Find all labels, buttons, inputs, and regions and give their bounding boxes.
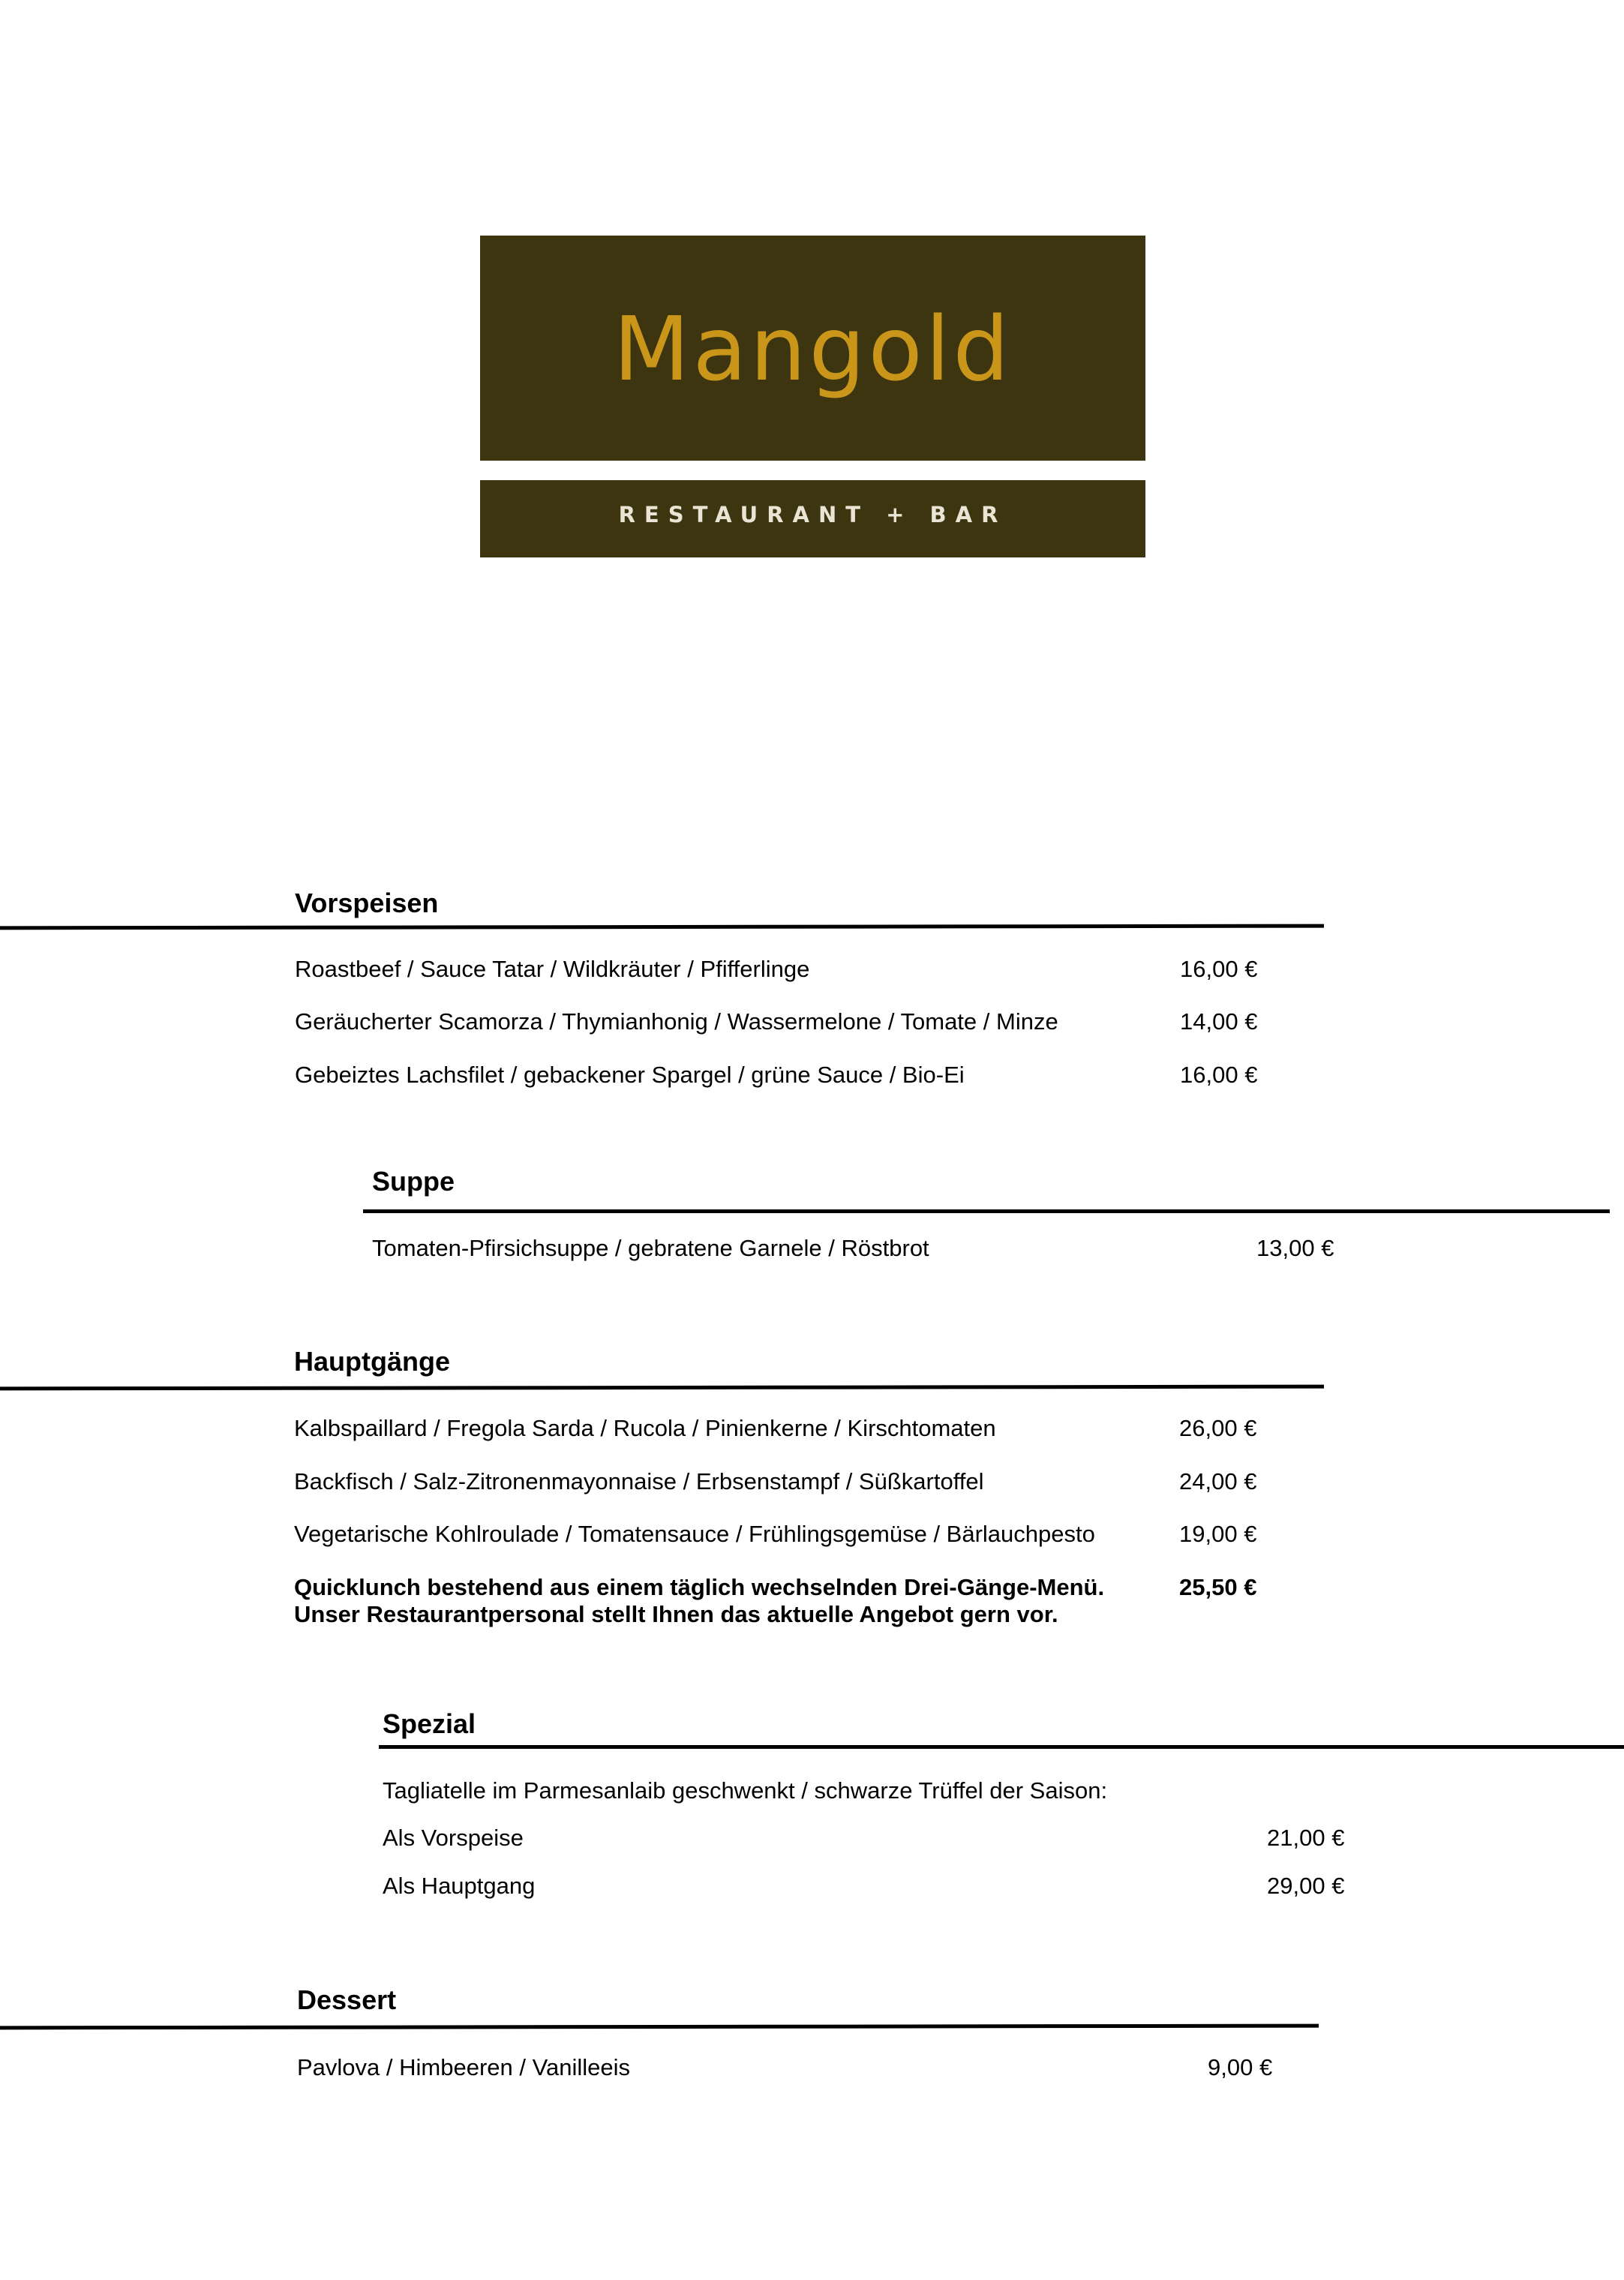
menu-item-name: Kalbspaillard / Fregola Sarda / Rucola / Pinienkerne / Kirschtomaten	[294, 1415, 996, 1441]
section-title: Spezial	[383, 1708, 476, 1739]
logo-block	[480, 236, 1145, 461]
section-divider	[363, 1209, 1610, 1213]
quicklunch-line-2: Unser Restaurantpersonal stellt Ihnen das aktuelle Angebot gern vor.	[294, 1601, 1058, 1627]
quicklunch-line-1: Quicklunch bestehend aus einem täglich wechselnden Drei-Gänge-Menü.	[294, 1574, 1105, 1600]
section-divider	[0, 924, 1324, 930]
logo-name: Mangold	[613, 297, 1013, 401]
spezial-intro: Tagliatelle im Parmesanlaib geschwenkt / schwarze Trüffel der Saison:	[383, 1777, 1108, 1804]
menu-item-price: 16,00 €	[1180, 1062, 1258, 1088]
menu-item-name: Als Hauptgang	[383, 1873, 536, 1899]
menu-item-price: 9,00 €	[1208, 2054, 1273, 2080]
menu-item-price: 24,00 €	[1179, 1468, 1257, 1494]
menu-item-price: 19,00 €	[1179, 1521, 1257, 1547]
menu-item-price: 26,00 €	[1179, 1415, 1257, 1441]
section-divider	[0, 1385, 1324, 1391]
quicklunch-price: 25,50 €	[1179, 1574, 1257, 1600]
section-title: Dessert	[297, 1984, 397, 2015]
logo-tagline: RESTAURANT + BAR	[618, 502, 1007, 527]
menu-item-name: Tomaten-Pfirsichsuppe / gebratene Garnele / Röstbrot	[372, 1235, 929, 1261]
menu-item-name: Backfisch / Salz-Zitronenmayonnaise / Erbsenstampf / Süßkartoffel	[294, 1468, 984, 1494]
menu-item-name: Als Vorspeise	[383, 1825, 524, 1851]
menu-item-name: Gebeiztes Lachsfilet / gebackener Spargel / grüne Sauce / Bio-Ei	[295, 1062, 965, 1088]
section-divider	[379, 1745, 1624, 1749]
section-title: Hauptgänge	[294, 1346, 451, 1377]
menu-item-price: 14,00 €	[1180, 1008, 1258, 1035]
menu-item-price: 13,00 €	[1256, 1235, 1334, 1261]
menu-item-price: 29,00 €	[1267, 1873, 1345, 1899]
menu-item-name: Vegetarische Kohlroulade / Tomatensauce / Frühlingsgemüse / Bärlauchpesto	[294, 1521, 1095, 1547]
logo-tagline-bar	[480, 480, 1145, 557]
menu-item-name: Pavlova / Himbeeren / Vanilleeis	[297, 2054, 630, 2080]
menu-item-price: 21,00 €	[1267, 1825, 1345, 1851]
section-title: Vorspeisen	[295, 888, 439, 918]
section-divider	[0, 2024, 1319, 2030]
menu-item-name: Roastbeef / Sauce Tatar / Wildkräuter / Pfifferlinge	[295, 956, 810, 982]
section-title: Suppe	[372, 1166, 455, 1197]
menu-item-price: 16,00 €	[1180, 956, 1258, 982]
menu-item-name: Geräucherter Scamorza / Thymianhonig / Wassermelone / Tomate / Minze	[295, 1008, 1058, 1035]
